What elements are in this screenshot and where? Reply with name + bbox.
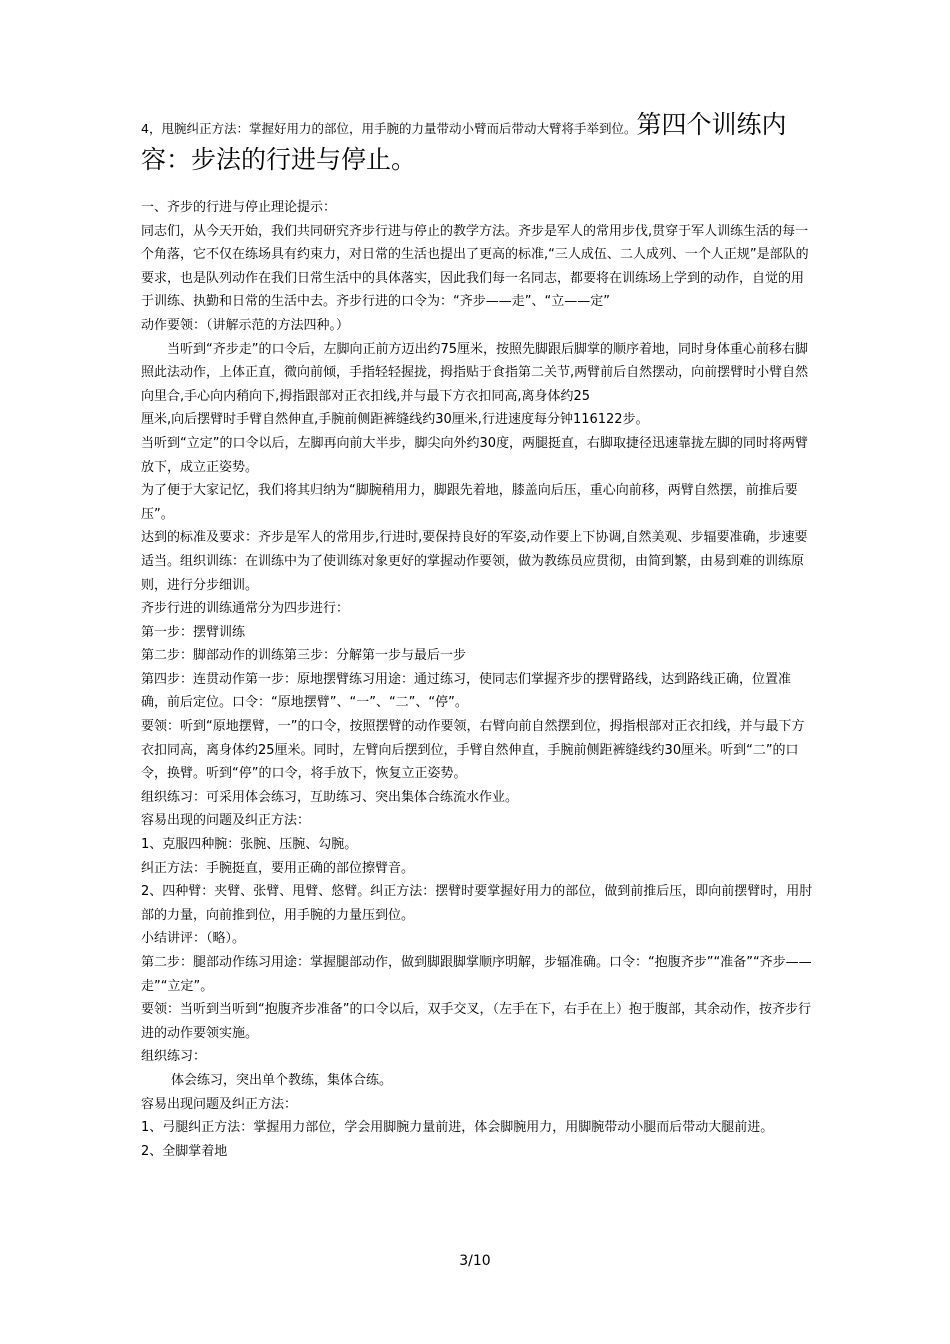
paragraph: 达到的标准及要求：齐步是军人的常用步,行进时,要保持良好的军姿,动作要上下协调,自然美观、步辐要准确，步速要适当。组织训练：在训练中为了使训练对象更好的掌握动作要领，做为教练员应贯彻，由简到繁，由易到难的训练原则，进行分步细训。 (141, 530, 808, 593)
paragraph: 当听到“立定”的口令以后，左脚再向前大半步，脚尖向外约30度，两腿挺直，右脚取捷径迅速靠拢左脚的同时将两臂放下，成立正姿势。 (141, 435, 809, 475)
paragraph: 1、克服四种腕：张腕、压腕、勾腕。 (141, 837, 358, 853)
paragraph: 当听到“齐步走”的口令后，左脚向正前方迈出约75厘米，按照先脚跟后脚掌的顺序着地，同时身体重心前移右脚照此法动作，上体正直，微向前倾，手指轻轻握拢，拇指贴于食指第二关节,两臂前后自然摆动，向前摆臂时小臂自然向里合,手心向内稍向下,拇指跟部对正衣扣线,并与最下方衣扣同高,离身体约25 (141, 341, 809, 404)
heading-title: 第四个训练内容：步法的行进与停止。 (141, 110, 787, 174)
paragraph: 动作要领：（讲解示范的方法四种。） (141, 317, 350, 333)
section-heading (141, 110, 813, 180)
document-body (141, 110, 813, 1163)
paragraph: 1、弓腿纠正方法：掌握用力部位，学会用脚腕力量前进，体会脚腕用力，用脚腕带动小腿而后带动大腿前进。 (141, 1120, 774, 1136)
paragraph: 第二步：脚部动作的训练第三步：分解第一步与最后一步 (141, 648, 467, 664)
paragraph: 第四步：连贯动作第一步：原地摆臂练习用途：通过练习，使同志们掌握齐步的摆臂路线，达到路线正确，位置准确，前后定位。口令：“原地摆臂”、“一”、“二”、“停”。 (141, 671, 792, 711)
paragraph: 纠正方法：手腕挺直，要用正确的部位擦臂音。 (141, 860, 415, 876)
paragraph: 组织练习： (141, 1049, 207, 1065)
paragraph: 2、四种臂：夹臂、张臂、甩臂、悠臂。纠正方法：摆臂时要掌握好用力的部位，做到前推后压，即向前摆臂时，用肘部的力量，向前推到位，用手腕的力量压到位。 (141, 884, 813, 923)
paragraph: 要领：当听到当听到“抱腹齐步准备”的口令以后，双手交叉，（左手在下，右手在上）抱于腹部，其余动作，按齐步行进的动作要领实施。 (141, 1002, 811, 1041)
paragraph: 为了便于大家记忆，我们将其归纳为“脚腕稍用力，脚跟先着地，膝盖向后压，重心向前移，两臂自然摆，前推后要压”。 (141, 483, 798, 522)
spacer (141, 180, 813, 196)
paragraph: 小结讲评：（略）。 (141, 931, 246, 947)
paragraph: 同志们，从今天开始，我们共同研究齐步行进与停止的教学方法。齐步是军人的常用步伐,贯穿于军人训练生活的每一个角落，它不仅在练场具有约束力，对日常的生活也提出了更高的标准,“三人成伍、二人成列、一个人正规”是部队的要求，也是队列动作在我们日常生活中的具体落实，因此我们每一名同志，都要将在训练场上学到的动作，自觉的用于训练、执勤和日常的生活中去。齐步行进的口令为：“齐步——走”、“立——定” (141, 223, 809, 310)
page-number: 3/10 (459, 1253, 491, 1269)
paragraph: 体会练习，突出单个教练，集体合练。 (171, 1072, 393, 1088)
paragraph: 厘米,向后摆臂时手臂自然伸直,手腕前侧距裤缝线约30厘米,行进速度每分钟116122步。 (141, 412, 649, 428)
paragraph: 一、齐步的行进与停止理论提示： (141, 200, 337, 215)
paragraph: 要领：听到“原地摆臂，一”的口令，按照摆臂的动作要领，右臂向前自然摆到位，拇指根部对正衣扣线，并与最下方衣扣同高，离身体约25厘米。同时，左臂向后摆到位，手臂自然伸直，手腕前侧距裤缝线约30厘米。听到“二”的口令，换臂。听到“停”的口令，将手放下，恢复立正姿势。 (141, 719, 805, 782)
heading-lead-text: 4，甩腕纠正方法：掌握好用力的部位，用手腕的力量带动小臂而后带动大臂将手举到位。 (141, 121, 637, 136)
paragraph: 第一步：摆臂训练 (141, 624, 246, 640)
paragraph: 第二步：腿部动作练习用途：掌握腿部动作，做到脚跟脚掌顺序明解，步辐准确。口令：“抱腹齐步”“准备”“齐步——走”“立定”。 (141, 955, 812, 994)
paragraph: 容易出现的问题及纠正方法： (141, 813, 311, 829)
paragraph: 容易出现问题及纠正方法： (141, 1096, 298, 1112)
paragraph: 齐步行进的训练通常分为四步进行： (141, 601, 350, 617)
paragraph: 2、全脚掌着地 (141, 1143, 228, 1159)
paragraph: 组织练习：可采用体会练习，互助练习、突出集体合练流水作业。 (141, 789, 519, 805)
